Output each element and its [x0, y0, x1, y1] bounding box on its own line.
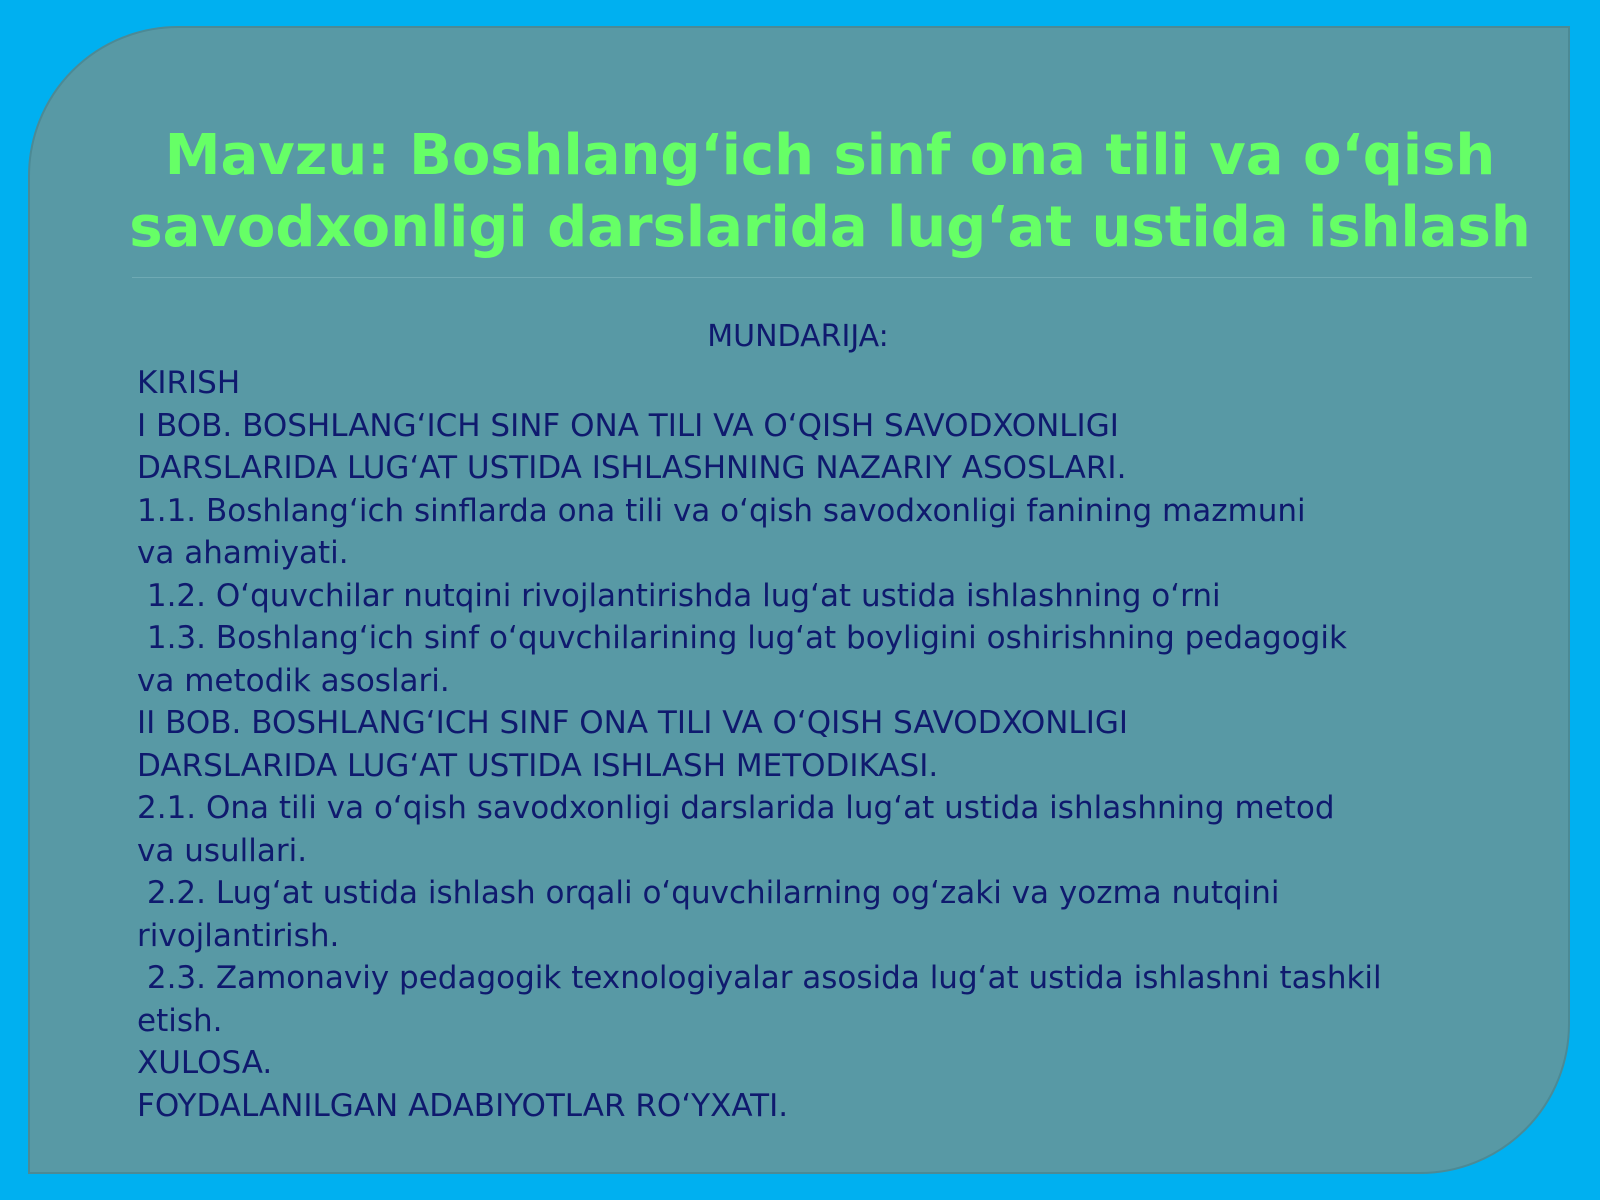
toc-line: 2.2. Lug‘at ustida ishlash orqali o‘quvchilarning og‘zaki va yozma nutqini [137, 875, 1280, 911]
toc-line: 1.3. Boshlang‘ich sinf o‘quvchilarining lug‘at boyligini oshirishning pedagogik [137, 620, 1347, 656]
table-of-contents [137, 362, 1577, 1127]
toc-line: II BOB. BOSHLANG‘ICH SINF ONA TILI VA O‘QISH SAVODXONLIGI [137, 705, 1129, 741]
toc-line: 1.1. Boshlang‘ich sinflarda ona tili va o‘qish savodxonligi fanining mazmuni [137, 492, 1306, 529]
slide-panel [28, 26, 1570, 1174]
toc-line: I BOB. BOSHLANG‘ICH SINF ONA TILI VA O‘QISH SAVODXONLIGI [137, 407, 1119, 444]
toc-line: va ahamiyati. [137, 535, 349, 571]
toc-heading: MUNDARIJA: [707, 319, 889, 354]
toc-line: rivojlantirish. [137, 917, 340, 954]
toc-line: 2.3. Zamonaviy pedagogik texnologiyalar asosida lug‘at ustida ishlashni tashkil [137, 960, 1382, 996]
slide-title-line-2: savodxonligi darslarida lug‘at ustida ishlash [129, 195, 1531, 260]
slide-title-line-1: Mavzu: Boshlang‘ich sinf ona tili va o‘qish [164, 123, 1496, 188]
toc-line: KIRISH [137, 365, 241, 401]
toc-line: 2.1. Ona tili va o‘qish savodxonligi darslarida lug‘at ustida ishlashning metod [137, 790, 1335, 826]
toc-line: 1.2. O‘quvchilar nutqini rivojlantirishda lug‘at ustida ishlashning o‘rni [137, 577, 1221, 614]
title-divider [132, 277, 1532, 278]
toc-line: va metodik asoslari. [137, 662, 450, 699]
toc-line: XULOSA. [137, 1045, 273, 1081]
toc-line: etish. [137, 1002, 223, 1039]
toc-line: DARSLARIDA LUG‘AT USTIDA ISHLASH METODIKASI. [137, 747, 939, 784]
slide-title [90, 120, 1570, 264]
toc-line: DARSLARIDA LUG‘AT USTIDA ISHLASHNING NAZARIY ASOSLARI. [137, 450, 1127, 486]
toc-line: va usullari. [137, 832, 308, 869]
toc-line: FOYDALANILGAN ADABIYOTLAR RO‘YXATI. [137, 1087, 789, 1124]
